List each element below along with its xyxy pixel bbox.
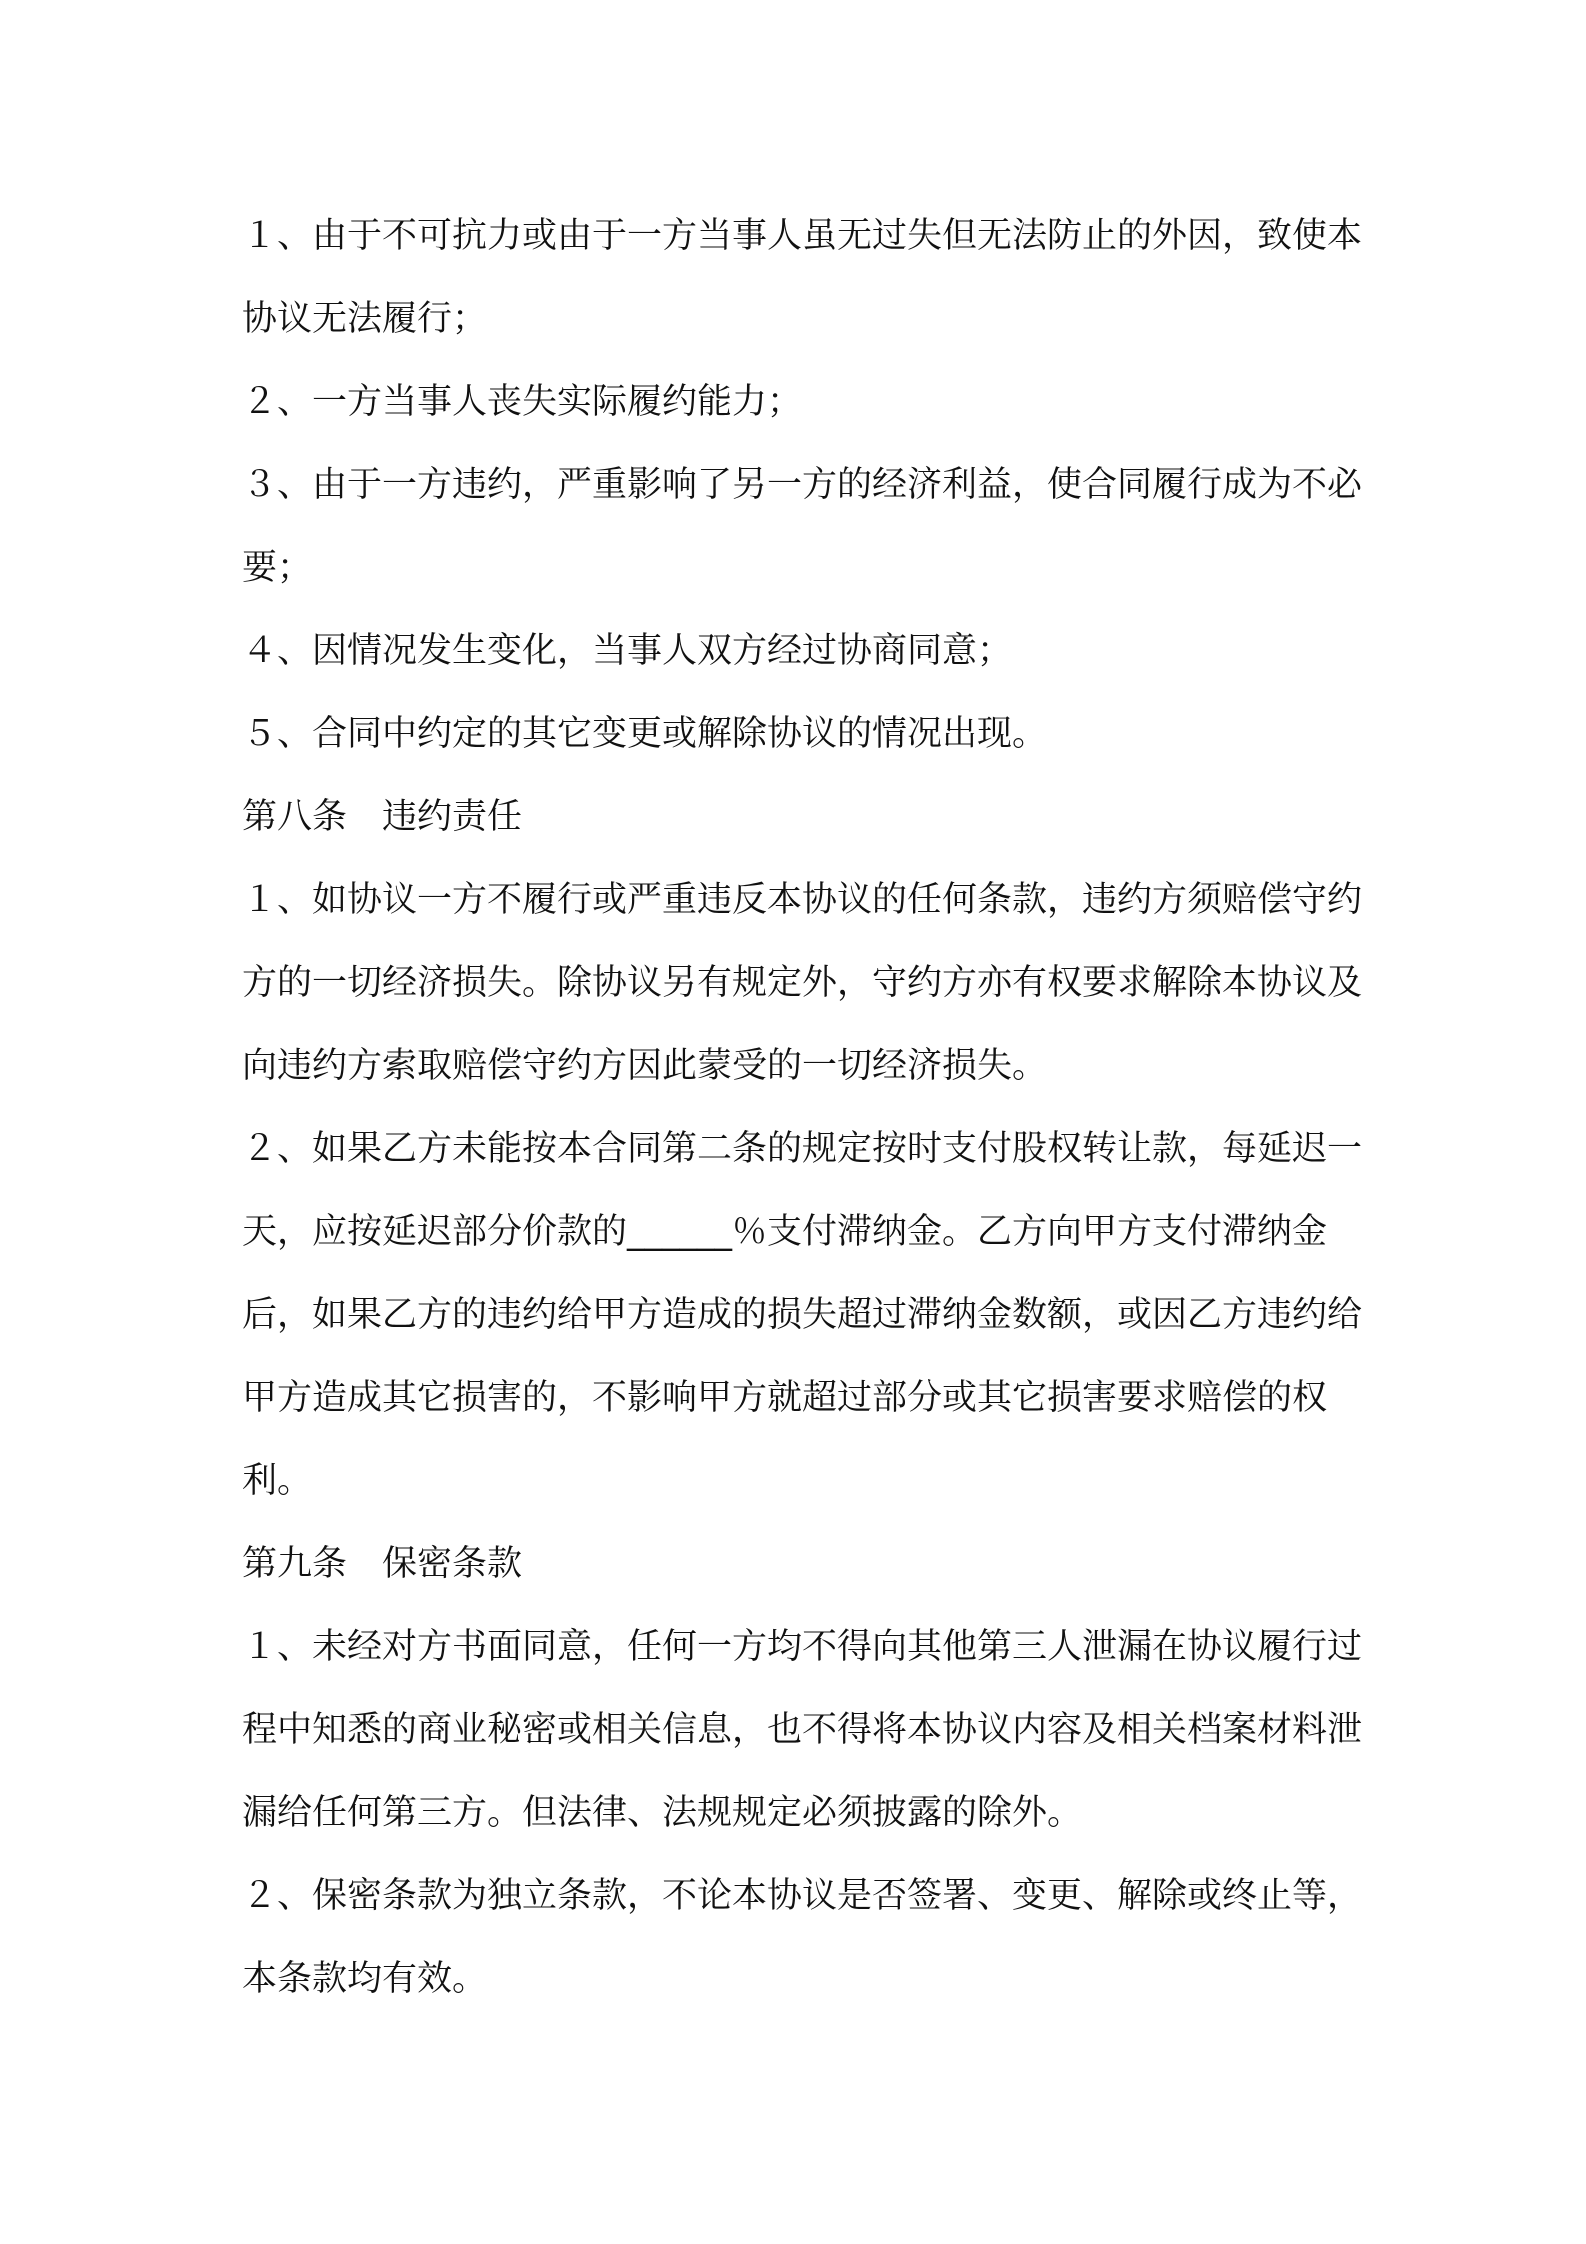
clause-7-item-5: ５、合同中约定的其它变更或解除协议的情况出现。 [242, 714, 1048, 754]
clause-7-item-2: ２、一方当事人丧失实际履约能力； [242, 382, 803, 422]
article-9-item-2: ２、保密条款为独立条款，不论本协议是否签署、变更、解除或终止等，本条款均有效。 [242, 1876, 1363, 1999]
clause-7-item-3: ３、由于一方违约，严重影响了另一方的经济利益，使合同履行成为不必要； [242, 465, 1363, 588]
clause-7-item-4: ４、因情况发生变化，当事人双方经过协商同意； [242, 631, 1013, 671]
clause-7-item-1: １、由于不可抗力或由于一方当事人虽无过失但无法防止的外因，致使本协议无法履行； [242, 216, 1363, 339]
article-9-item-1: １、未经对方书面同意，任何一方均不得向其他第三人泄漏在协议履行过程中知悉的商业秘密或相关信息，也不得将本协议内容及相关档案材料泄漏给任何第三方。但法律、法规规定必须披露的除外。 [242, 1627, 1363, 1833]
document-page [242, 195, 1362, 2021]
article-8-item-1: １、如协议一方不履行或严重违反本协议的任何条款，违约方须赔偿守约方的一切经济损失。除协议另有规定外，守约方亦有权要求解除本协议及向违约方索取赔偿守约方因此蒙受的一切经济损失。 [242, 880, 1363, 1086]
article-8-heading: 第八条 违约责任 [242, 797, 523, 837]
article-9-heading: 第九条 保密条款 [242, 1544, 523, 1584]
article-8-item-2: ２、如果乙方未能按本合同第二条的规定按时支付股权转让款，每延迟一天，应按延迟部分价款的______％支付滞纳金。乙方向甲方支付滞纳金后，如果乙方的违约给甲方造成的损失超过滞纳金数额，或因乙方违约给甲方造成其它损害的，不影响甲方就超过部分或其它损害要求赔偿的权利。 [242, 1129, 1363, 1501]
